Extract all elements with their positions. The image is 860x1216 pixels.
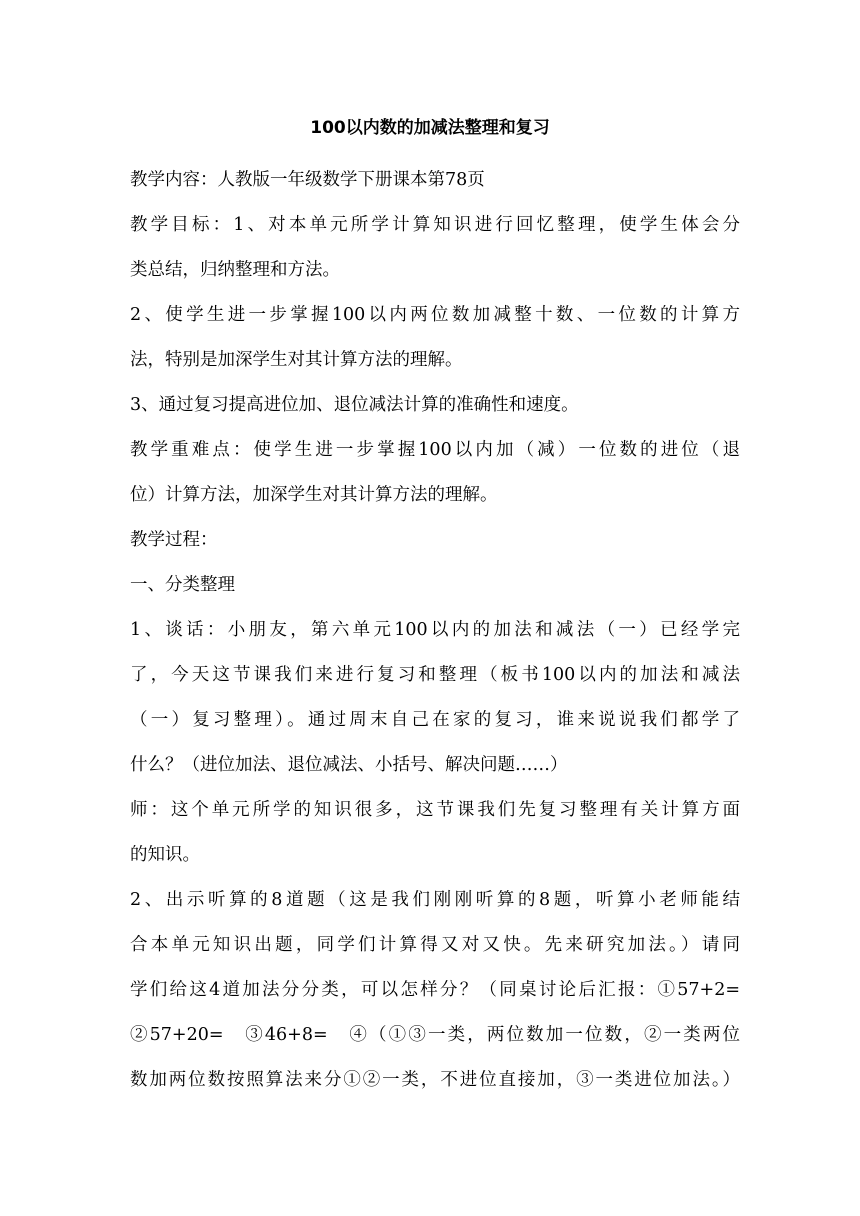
paragraph-line: 法，特别是加深学生对其计算方法的理解。 xyxy=(130,350,463,370)
paragraph-line: 3、通过复习提高进位加、退位减法计算的准确性和速度。 xyxy=(130,395,579,415)
paragraph-line: 2、使学生进一步掌握100以内两位数加减整十数、一位数的计算方 xyxy=(130,305,740,325)
paragraph-line: 什么？（进位加法、退位减法、小括号、解决问题……） xyxy=(130,755,568,775)
paragraph-line: 的知识。 xyxy=(130,845,200,865)
document-title: 100以内数的加减法整理和复习 xyxy=(310,118,550,138)
paragraph-line: 数加两位数按照算法来分①②一类，不进位直接加，③一类进位加法。） xyxy=(130,1070,740,1090)
paragraph-line: 一、分类整理 xyxy=(130,575,235,595)
paragraph-line: 1、谈话：小朋友，第六单元100以内的加法和减法（一）已经学完 xyxy=(130,620,740,640)
paragraph-line: 类总结，归纳整理和方法。 xyxy=(130,260,340,280)
paragraph-line: 教学重难点：使学生进一步掌握100以内加（减）一位数的进位（退 xyxy=(130,440,740,460)
paragraph-line: 教学内容：人教版一年级数学下册课本第78页 xyxy=(130,170,485,190)
paragraph-line: 位）计算方法，加深学生对其计算方法的理解。 xyxy=(130,485,498,505)
paragraph-line: 教学过程： xyxy=(130,530,218,550)
paragraph-line: 师：这个单元所学的知识很多，这节课我们先复习整理有关计算方面 xyxy=(130,800,740,820)
paragraph-line: ②57+20= ③46+8= ④（①③一类，两位数加一位数，②一类两位 xyxy=(130,1025,740,1045)
paragraph-line: 了，今天这节课我们来进行复习和整理（板书100以内的加法和减法 xyxy=(130,665,740,685)
paragraph-line: 学们给这4道加法分分类，可以怎样分？（同桌讨论后汇报：①57+2= xyxy=(130,980,740,1000)
paragraph-line: 2、出示听算的8道题（这是我们刚刚听算的8题，听算小老师能结 xyxy=(130,890,740,910)
paragraph-line: 合本单元知识出题，同学们计算得又对又快。先来研究加法。）请同 xyxy=(130,935,740,955)
document-body xyxy=(130,158,740,1103)
paragraph-line: 教学目标：1、对本单元所学计算知识进行回忆整理，使学生体会分 xyxy=(130,215,740,235)
paragraph-line: （一）复习整理）。通过周末自己在家的复习，谁来说说我们都学了 xyxy=(130,710,740,730)
